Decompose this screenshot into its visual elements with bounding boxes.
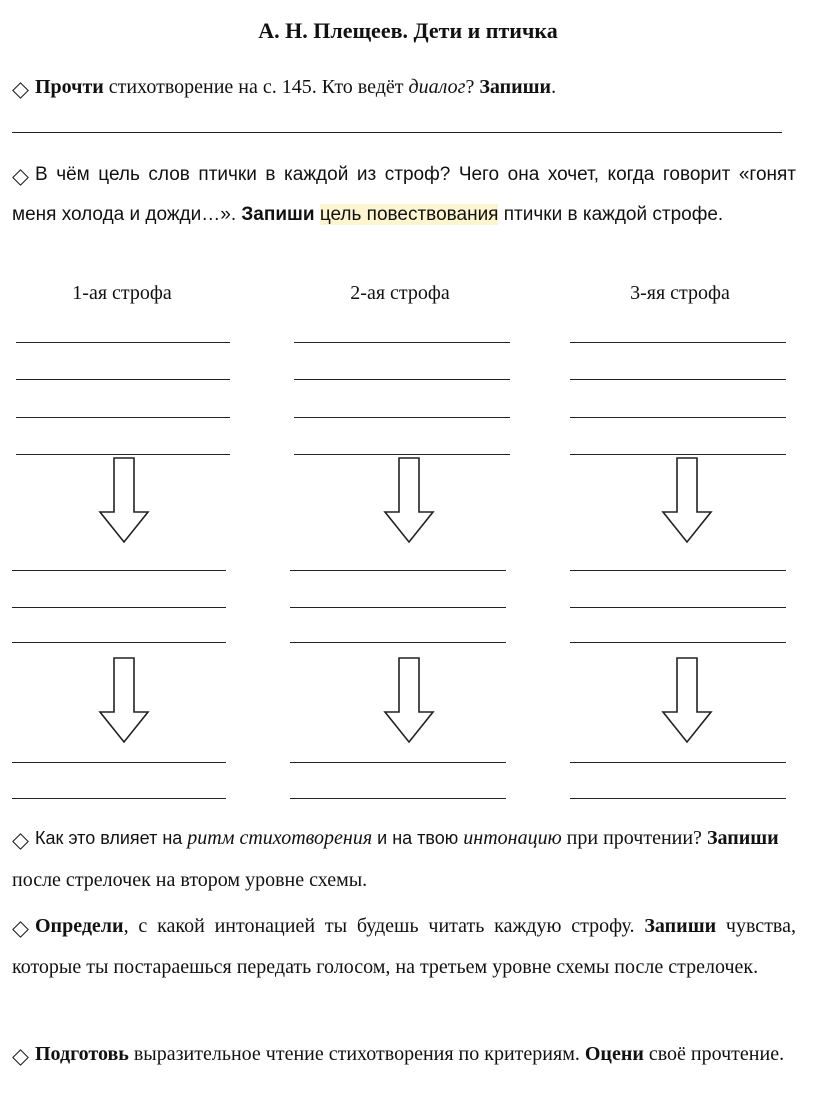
highlighted-phrase: цель повествования xyxy=(319,204,499,225)
answer-line[interactable] xyxy=(290,607,506,608)
task-read-poem: Прочти стихотворение на с. 145. Кто ведёт диалог? Запиши. xyxy=(12,68,796,106)
worksheet-title: А. Н. Плещеев. Дети и птичка xyxy=(258,18,558,43)
down-arrow-icon xyxy=(97,656,151,744)
task-goal-of-bird: В чём цель слов птички в каждой из строф? Чего она хочет, когда говорит «гонят меня холода и дожди…». Запиши цель повествования птички в каждой строфе. xyxy=(12,164,796,225)
term-rhythm: ритм стихотворения xyxy=(187,827,373,849)
down-arrow-icon xyxy=(660,456,714,544)
verb-write: Запиши xyxy=(706,827,779,849)
answer-line[interactable] xyxy=(290,798,506,799)
answer-line[interactable] xyxy=(290,642,506,643)
answer-line[interactable] xyxy=(16,417,230,418)
answer-line[interactable] xyxy=(294,342,510,343)
answer-line[interactable] xyxy=(570,570,786,571)
answer-line[interactable] xyxy=(294,379,510,380)
answer-line[interactable] xyxy=(12,798,226,799)
answer-line[interactable] xyxy=(16,454,230,455)
answer-line[interactable] xyxy=(12,642,226,643)
answer-line[interactable] xyxy=(294,454,510,455)
column-header-stanza-2: 2-ая строфа xyxy=(350,282,450,304)
column-header-stanza-1: 1-ая строфа xyxy=(72,282,172,304)
verb-prepare: Подготовь xyxy=(35,1043,129,1065)
answer-line[interactable] xyxy=(12,607,226,608)
diamond-bullet-icon xyxy=(12,921,29,938)
column-header-stanza-3: 3-яя строфа xyxy=(630,282,730,304)
answer-line[interactable] xyxy=(16,379,230,380)
task-choose-intonation: Определи, с какой интонацией ты будешь читать каждую строфу. Запиши чувства, которые ты постараешься передать голосом, на третьем уровне схемы после стрелочек. xyxy=(12,915,796,978)
down-arrow-icon xyxy=(660,656,714,744)
verb-write: Запиши xyxy=(241,204,315,225)
answer-line[interactable] xyxy=(12,570,226,571)
diamond-bullet-icon xyxy=(12,833,29,850)
term-dialog: диалог xyxy=(408,76,466,98)
answer-line[interactable] xyxy=(570,762,786,763)
answer-line[interactable] xyxy=(570,454,786,455)
answer-line[interactable] xyxy=(290,762,506,763)
diamond-bullet-icon xyxy=(12,169,29,186)
verb-write: Запиши xyxy=(479,76,552,98)
verb-write: Запиши xyxy=(644,915,717,937)
task-prepare-reading: Подготовь выразительное чтение стихотворения по критериям. Оцени своё прочтение. xyxy=(12,1035,796,1073)
answer-line[interactable] xyxy=(294,417,510,418)
task-rhythm-intonation: Как это влияет на ритм стихотворения и на твою интонацию при прочтении? Запиши после стрелочек на втором уровне схемы. xyxy=(12,827,779,891)
answer-line[interactable] xyxy=(570,607,786,608)
verb-read: Прочти xyxy=(35,76,104,98)
answer-line-task1[interactable] xyxy=(12,132,782,133)
verb-determine: Определи xyxy=(35,915,124,937)
term-intonation: интонацию xyxy=(463,827,562,849)
answer-line[interactable] xyxy=(570,342,786,343)
answer-line[interactable] xyxy=(570,379,786,380)
diamond-bullet-icon xyxy=(12,82,29,99)
down-arrow-icon xyxy=(97,456,151,544)
diamond-bullet-icon xyxy=(12,1049,29,1066)
answer-line[interactable] xyxy=(570,642,786,643)
answer-line[interactable] xyxy=(570,798,786,799)
answer-line[interactable] xyxy=(290,570,506,571)
answer-line[interactable] xyxy=(12,762,226,763)
answer-line[interactable] xyxy=(570,417,786,418)
down-arrow-icon xyxy=(382,456,436,544)
down-arrow-icon xyxy=(382,656,436,744)
verb-evaluate: Оцени xyxy=(584,1043,644,1065)
answer-line[interactable] xyxy=(16,342,230,343)
